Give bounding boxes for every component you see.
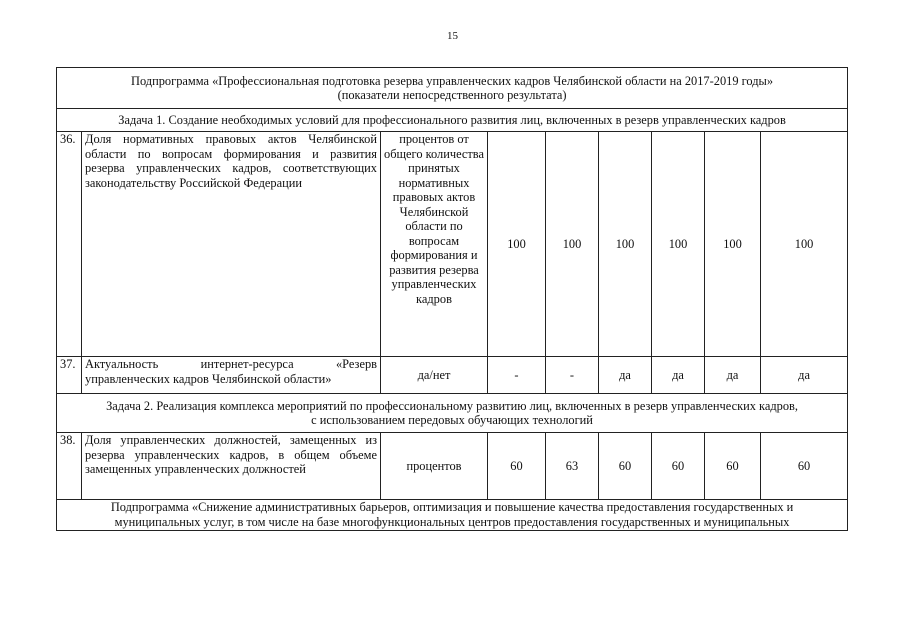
value-cell: 60: [761, 433, 848, 500]
next-subprogram-cell: [57, 500, 848, 531]
task2-line1: Задача 2. Реализация комплекса мероприятий по профессиональному развитию лиц, включенных в резерв управленческих кадров,: [106, 398, 798, 413]
value-cell: 63: [546, 433, 599, 500]
value-cell: -: [546, 357, 599, 394]
value-cell: 60: [705, 433, 761, 500]
subprogram-subtitle: (показатели непосредственного результата): [337, 88, 567, 102]
value-cell: да: [761, 357, 848, 394]
subprogram-header-row: [57, 68, 848, 109]
value-cell: да: [599, 357, 652, 394]
value-cell: 60: [652, 433, 705, 500]
indicator-name: Актуальность интернет-ресурса «Резерв управленческих кадров Челябинской области»: [82, 357, 381, 394]
row-number: 36.: [57, 132, 82, 357]
task2-line2: с использованием передовых обучающих технологий: [311, 413, 593, 427]
next-subprogram-row: [57, 500, 848, 531]
task1-cell: Задача 1. Создание необходимых условий для профессионального развития лиц, включенных в резерв управленческих кадров: [57, 109, 848, 132]
value-cell: да: [652, 357, 705, 394]
unit-cell: процентов: [381, 433, 488, 500]
value-cell: -: [488, 357, 546, 394]
next-subprogram-line1: Подпрограмма «Снижение административных барьеров, оптимизация и повышение качества предоставления государственных и: [110, 500, 794, 514]
row-number: 38.: [57, 433, 82, 500]
row-number: 37.: [57, 357, 82, 394]
next-subprogram-line2: муниципальных услуг, в том числе на базе многофункциональных центров предоставления государственных и муниципальных: [114, 514, 790, 529]
page-number: 15: [447, 30, 458, 42]
indicators-table: [56, 67, 848, 531]
table-row: [57, 357, 848, 394]
task2-row: [57, 394, 848, 433]
value-cell: 100: [705, 132, 761, 357]
value-cell: 100: [599, 132, 652, 357]
value-cell: 60: [488, 433, 546, 500]
unit-cell: процентов от общего количества принятых нормативных правовых актов Челябинской области по вопросам формирования и развития резерва управленческих кадров: [381, 132, 488, 357]
task2-cell: [57, 394, 848, 433]
unit-cell: да/нет: [381, 357, 488, 394]
value-cell: 100: [652, 132, 705, 357]
value-cell: 60: [599, 433, 652, 500]
subprogram-title: Подпрограмма «Профессиональная подготовка резерва управленческих кадров Челябинской области на 2017-2019 годы»: [131, 73, 774, 88]
task1-row: [57, 109, 848, 132]
value-cell: 100: [761, 132, 848, 357]
value-cell: да: [705, 357, 761, 394]
value-cell: 100: [488, 132, 546, 357]
indicator-name: Доля нормативных правовых актов Челябинской области по вопросам формирования и развития резерва управленческих кадров, соответствующих законодательству Российской Федерации: [82, 132, 381, 357]
subprogram-header-cell: [57, 68, 848, 109]
value-cell: 100: [546, 132, 599, 357]
table-row: [57, 433, 848, 500]
table-row: [57, 132, 848, 357]
indicator-name: Доля управленческих должностей, замещенных из резерва управленческих кадров, в общем объеме замещенных управленческих должностей: [82, 433, 381, 500]
